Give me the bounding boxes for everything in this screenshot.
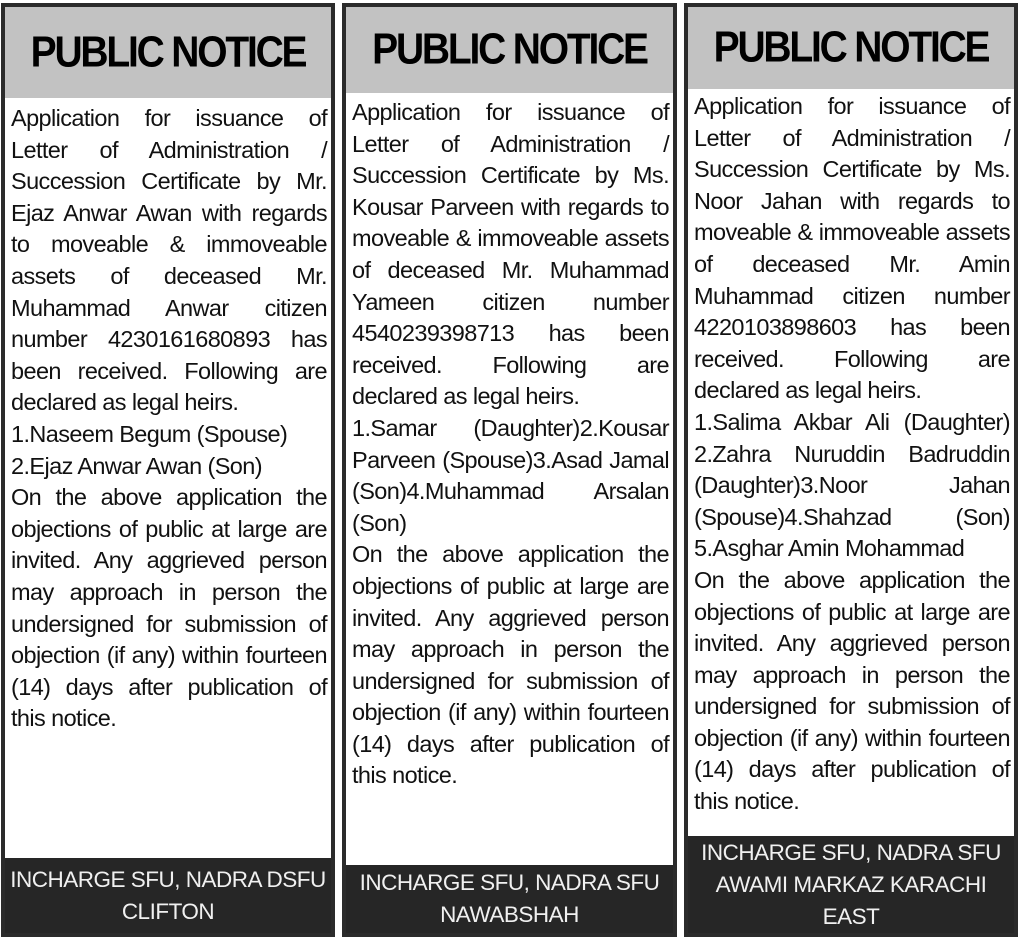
notice-body bbox=[11, 103, 327, 735]
notice-title-bar bbox=[346, 7, 673, 93]
public-notice-nawabshah bbox=[342, 3, 677, 937]
objection-paragraph: On the above application the objections of public at large are invited. Any aggrieved person may approach in person the undersigned for submission of objection (if any) within fourteen (14) days after publication of this notice. bbox=[352, 541, 669, 789]
footer-line: CLIFTON bbox=[121, 898, 215, 924]
notice-body bbox=[694, 91, 1010, 818]
application-paragraph: Application for issuance of Letter of Administration / Succession Certificate by Ms. Kousar Parveen with regards to moveable & immoveable assets of deceased Mr. Muhammad Yameen citizen number 4540239398713 has been received. Following are declared as legal heirs. bbox=[352, 99, 669, 410]
notice-title: PUBLIC NOTICE bbox=[30, 27, 306, 77]
public-notice-karachi-east bbox=[684, 3, 1018, 937]
footer-line: INCHARGE SFU, NADRA SFU bbox=[701, 839, 1001, 865]
notice-footer bbox=[346, 865, 673, 933]
footer-line: NAWABSHAH bbox=[440, 902, 579, 927]
footer-line: AWAMI MARKAZ KARACHI bbox=[715, 871, 987, 897]
heir-line: 1.Naseem Begum (Spouse) bbox=[11, 420, 288, 447]
footer-line: EAST bbox=[822, 903, 880, 929]
notice-title-bar bbox=[688, 7, 1014, 89]
notice-footer bbox=[5, 858, 331, 933]
notice-title: PUBLIC NOTICE bbox=[372, 25, 647, 74]
application-paragraph: Application for issuance of Letter of Administration / Succession Certificate by Ms. Noor Jahan with regards to moveable & immoveable assets of deceased Mr. Amin Muhammad citizen number 4220103898603 has been received. Following are declared as legal heirs. bbox=[694, 93, 1010, 404]
notice-title: PUBLIC NOTICE bbox=[713, 23, 989, 72]
notice-footer bbox=[688, 836, 1014, 933]
heirs-paragraph: 1.Salima Akbar Ali (Daughter) 2.Zahra Nuruddin Badruddin (Daughter)3.Noor Jahan (Spouse)4.Shahzad (Son) 5.Asghar Amin Mohammad bbox=[694, 408, 1010, 562]
application-paragraph: Application for issuance of Letter of Administration / Succession Certificate by Mr. Ejaz Anwar Awan with regards to moveable & immoveable assets of deceased Mr. Muhammad Anwar citizen number 4230161680893 has been received. Following are declared as legal heirs. bbox=[11, 105, 327, 416]
notice-title-bar bbox=[5, 7, 331, 98]
objection-paragraph: On the above application the objections of public at large are invited. Any aggrieved person may approach in person the undersigned for submission of objection (if any) within fourteen (14) days after publication of this notice. bbox=[11, 484, 327, 732]
footer-line: INCHARGE SFU, NADRA DSFU bbox=[10, 866, 326, 892]
notice-body bbox=[352, 97, 669, 792]
heirs-paragraph: 1.Samar (Daughter)2.Kousar Parveen (Spouse)3.Asad Jamal (Son)4.Muhammad Arsalan (Son) bbox=[352, 414, 669, 536]
heir-line: 2.Ejaz Anwar Awan (Son) bbox=[11, 452, 262, 479]
objection-paragraph: On the above application the objections of public at large are invited. Any aggrieved person may approach in person the undersigned for submission of objection (if any) within fourteen (14) days after publication of this notice. bbox=[694, 566, 1010, 815]
footer-line: INCHARGE SFU, NADRA SFU bbox=[359, 870, 660, 895]
public-notice-clifton bbox=[1, 3, 335, 937]
